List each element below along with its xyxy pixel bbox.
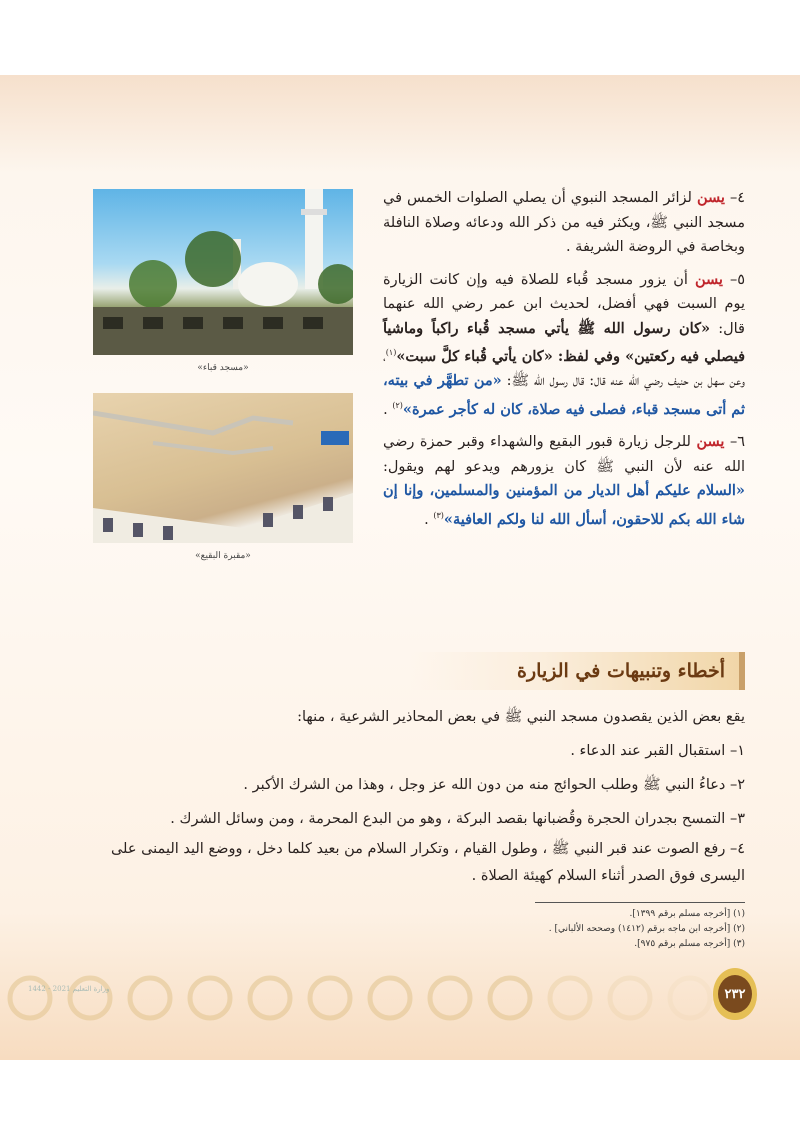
footnotes [535,902,745,952]
paragraph-text: . [383,401,393,418]
paragraph-text: لزائر المسجد النبوي أن يصلي الصلوات الخمس في مسجد النبي ﷺ، ويكثر فيه من ذكر الله ودعائه وصلاة النافلة وبخاصة في الروضة الشريفة . [383,190,745,255]
footnote-ref: (١) [385,348,397,357]
page-number: ٢٣٢ [718,975,752,1013]
hadith-quote: «من تطهَّر في بيته، ثم أتى مسجد قباء، فصلى فيه صلاة، كان له كأجر عمرة» [383,372,745,418]
item-number: ٤– [729,190,745,206]
paragraph-6 [383,430,745,532]
paragraph-text: أن يزور مسجد قُباء للصلاة فيه وإن كانت الزيارة يوم السبت فهي أفضل، لحديث ابن عمر رضي الله عنهما قال: [383,271,745,337]
section-body [75,700,745,890]
keyword: يسن [694,270,723,288]
ministry-logo: وزارة التعليم 2021 - 1442 [28,985,110,993]
paragraph-text: . [424,511,434,528]
list-item: ٢– دعاءُ النبي ﷺ وطلب الحوائج منه من دون الله عز وجل ، وهذا من الشرك الأكبر . [243,777,745,793]
hadith-quote: «كان رسول الله ﷺ يأتي مسجد قُباء راكباً وماشياً فيصلي فيه ركعتين» وفي لفظ: «كان يأتي قُباء كلَّ سبت» [383,319,745,365]
list-item: ٣– التمسح بجدران الحجرة وقُضبانها بقصد البركة ، وهو من البدع المحرمة ، ومن وسائل الشرك . [170,811,745,827]
section-heading-banner [409,652,745,690]
footnote: (٣) [أخرجه مسلم برقم ٩٧٥]. [634,939,745,949]
list-item: ١– استقبال القبر عند الدعاء . [570,743,745,759]
page-number-badge [713,968,757,1020]
ornamental-border [0,968,720,1028]
footnote: (٢) [أخرجه ابن ماجه برقم (١٤١٢) وصححه الألباني] . [548,924,745,934]
baqi-photo-caption: «مقبرة البقيع» [195,551,251,561]
item-number: ٦– [729,434,745,451]
paragraph-4 [383,186,745,260]
paragraph-text: ، وعن سهل بن حنيف رضي الله عنه قال: قال رسول الله ﷺ: [383,348,745,390]
cemetery-illustration [93,393,353,543]
section-intro: يقع بعض الذين يقصدون مسجد النبي ﷺ في بعض المحاذير الشرعية ، منها: [297,709,745,725]
footnote: (١) [أخرجه مسلم برقم ١٣٩٩]. [629,909,745,919]
hadith-quote: «السلام عليكم أهل الديار من المؤمنين والمسلمين، وإنا إن شاء الله بكم للاحقون، أسأل الله لنا ولكم العافية» [383,482,745,528]
keyword: يسن [696,189,725,206]
baqi-cemetery-photo [93,393,353,543]
paragraph-5 [383,268,745,423]
main-text-column [383,186,745,540]
paragraph-text: للرجل زيارة قبور البقيع والشهداء وقبر حمزة رضي الله عنه لأن النبي ﷺ كان يزورهم ويدعو لهم ويقول: [383,434,745,475]
quba-photo-caption: «مسجد قباء» [197,363,249,373]
keyword: يسن [696,433,725,451]
mosque-illustration [93,189,353,355]
footnote-ref: (٣) [433,510,444,520]
quba-mosque-photo [93,189,353,355]
list-item: ٤– رفع الصوت عند قبر النبي ﷺ ، وطول القيام ، وتكرار السلام من بعيد كلما دخل ، ووضع اليد اليمنى على اليسرى فوق الصدر أثناء السلام كهيئة الصلاة . [110,841,745,884]
footnote-ref: (٢) [392,400,403,410]
item-number: ٥– [729,271,746,288]
section-heading: أخطاء وتنبيهات في الزيارة [517,660,725,682]
